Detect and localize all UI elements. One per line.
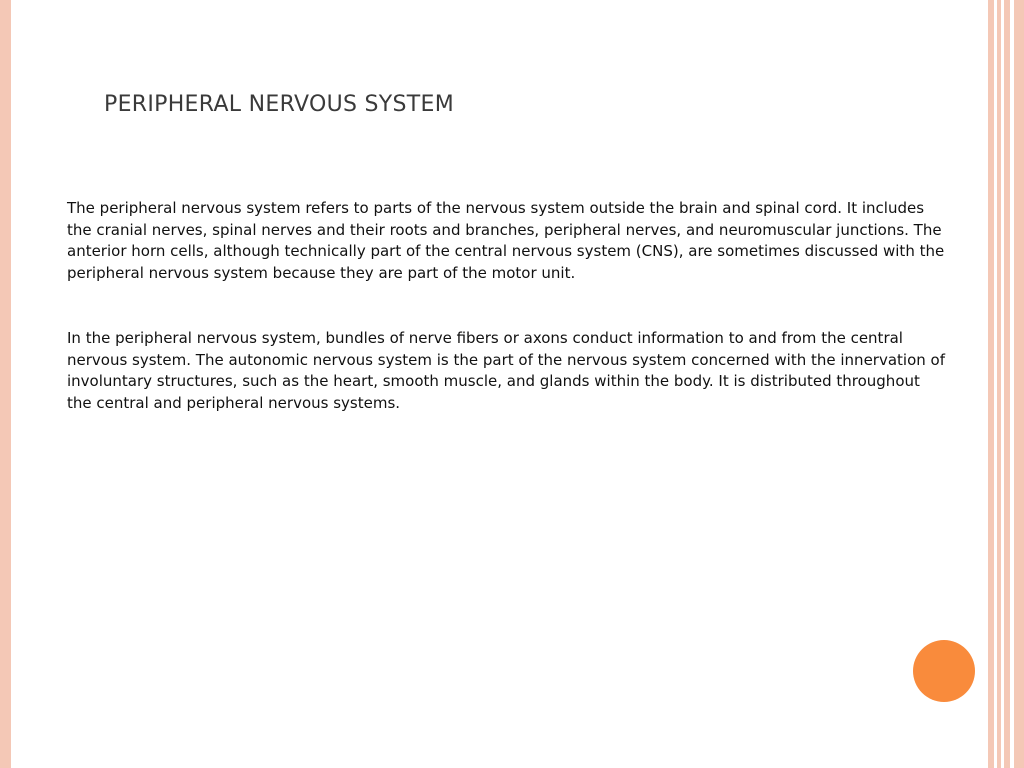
paragraph: In the peripheral nervous system, bundles of nerve fibers or axons conduct information to and from the central nervous system. The autonomic nervous system is the part of the nervous system concerned with the innervation of involuntary structures, such as the heart, smooth muscle, and glands within the body. It is distributed throughout the central and peripheral nervous systems. [67, 328, 945, 412]
paragraph: The peripheral nervous system refers to parts of the nervous system outside the brain and spinal cord. It includes the cranial nerves, spinal nerves and their roots and branches, peripheral nerves, and neuromuscular junctions. The anterior horn cells, although technically part of the central nervous system (CNS), are sometimes discussed with the peripheral nervous system because they are part of the motor unit. [67, 199, 945, 283]
left-border-stripe [0, 0, 11, 768]
slide-body [67, 198, 947, 415]
right-border-stripe [997, 0, 1001, 768]
right-border-stripe [1014, 0, 1024, 768]
right-border-stripes [988, 0, 1024, 768]
decorative-orange-circle [913, 640, 975, 702]
right-border-stripe [988, 0, 994, 768]
right-border-stripe [1004, 0, 1010, 768]
slide-title: PERIPHERAL NERVOUS SYSTEM [104, 92, 455, 117]
